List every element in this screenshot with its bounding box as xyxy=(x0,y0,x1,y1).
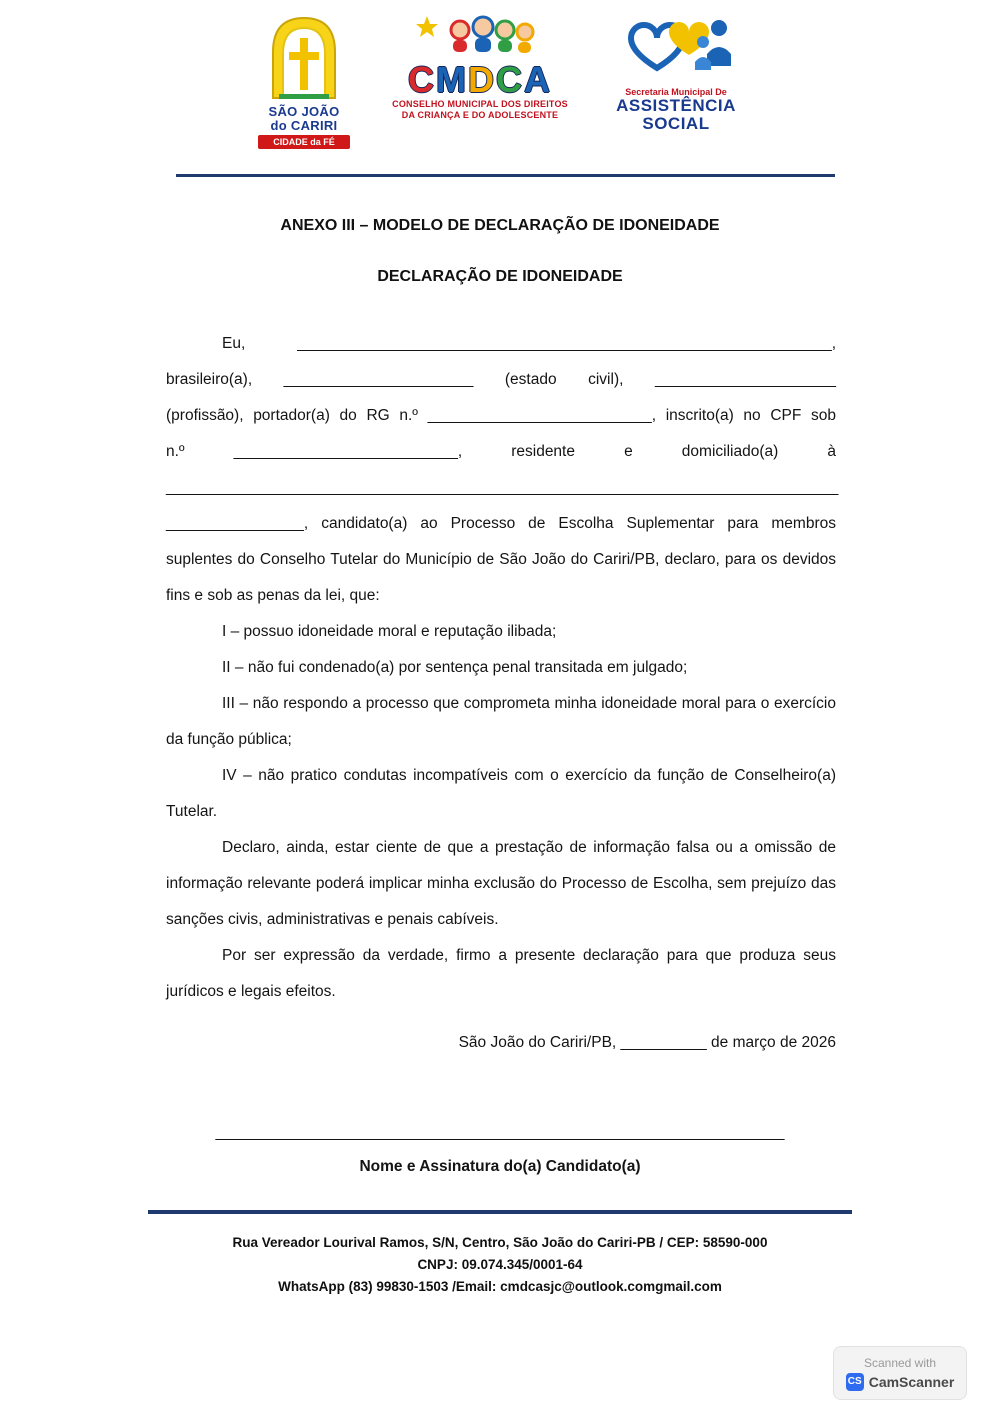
social-name-line1: ASSISTÊNCIA xyxy=(616,96,736,115)
social-assistance-logo xyxy=(601,12,751,133)
declaration-item-2: II – não fui condenado(a) por sentença penal transitada em julgado; xyxy=(222,659,688,676)
intro-line-5: ______________________________________________________________________________ xyxy=(166,479,839,496)
footer-divider xyxy=(148,1210,852,1214)
cmdca-caption-line1: CONSELHO MUNICIPAL DOS DIREITOS xyxy=(392,99,568,109)
candidate-paragraph: ________________, candidato(a) ao Processo de Escolha Suplementar para membros suplentes do Conselho Tutelar do Município de São João do Cariri/PB, declaro, para os devidos fins e sob as penas da lei, que: xyxy=(166,515,836,604)
cmdca-letter: D xyxy=(468,59,496,100)
social-caption: Secretaria Municipal De xyxy=(625,87,727,97)
cmdca-acronym xyxy=(385,61,575,99)
camscanner-brand: CamScanner xyxy=(868,1373,955,1390)
cmdca-letter: C xyxy=(496,59,524,100)
intro-line-3: (profissão), portador(a) do RG n.º __________________________, inscrito(a) no CPF sob xyxy=(166,407,836,424)
camscanner-icon: CS xyxy=(846,1373,864,1391)
city-banner: CIDADE da FÉ xyxy=(258,135,350,149)
camscanner-brand-row xyxy=(846,1373,955,1391)
footer-cnpj: CNPJ: 09.074.345/0001-64 xyxy=(417,1257,583,1272)
footer-address: Rua Vereador Lourival Ramos, S/N, Centro, São João do Cariri-PB / CEP: 58590-000 xyxy=(232,1235,768,1250)
city-name-line2: do CARIRI xyxy=(270,118,338,133)
intro-line-2: brasileiro(a), ______________________ (estado civil), _____________________ xyxy=(166,371,836,388)
intro-line-1: Eu, ______________________________________________________________, xyxy=(222,335,836,352)
signature-label: Nome e Assinatura do(a) Candidato(a) xyxy=(359,1158,641,1175)
cmdca-letter: A xyxy=(524,59,552,100)
social-name-line2: SOCIAL xyxy=(642,114,710,133)
declaration-item-1: I – possuo idoneidade moral e reputação ilibada; xyxy=(222,623,557,640)
declaro-paragraph: Declaro, ainda, estar ciente de que a prestação de informação falsa ou a omissão de informação relevante poderá implicar minha exclusão do Processo de Escolha, sem prejuízo das sanções civis, administrativas e penais cabíveis. xyxy=(166,839,836,928)
footer xyxy=(0,1232,1000,1298)
cmdca-letter: C xyxy=(408,59,436,100)
intro-line-4: n.º __________________________, residente e domiciliado(a) à xyxy=(166,443,836,460)
church-window-icon xyxy=(265,87,343,104)
footer-contact: WhatsApp (83) 99830-1503 /Email: cmdcasjc@outlook.comgmail.com xyxy=(278,1279,722,1294)
cmdca-logo xyxy=(385,12,575,121)
header xyxy=(0,0,1000,158)
signature-rule: __________________________________________________________________ xyxy=(215,1124,785,1141)
city-logo xyxy=(249,12,359,149)
declaration-item-3: III – não respondo a processo que comprometa minha idoneidade moral para o exercício da função pública; xyxy=(166,695,836,748)
hearts-people-icon xyxy=(611,71,741,88)
cmdca-caption-line2: DA CRIANÇA E DO ADOLESCENTE xyxy=(401,110,559,120)
date-line: São João do Cariri/PB, __________ de março de 2026 xyxy=(458,1034,836,1051)
por-ser-paragraph: Por ser expressão da verdade, firmo a presente declaração para que produza seus jurídicos e legais efeitos. xyxy=(166,947,836,1000)
signature-block xyxy=(0,1116,1000,1184)
children-figures-icon xyxy=(405,43,555,60)
cmdca-letter: M xyxy=(436,59,468,100)
header-divider xyxy=(176,174,835,177)
camscanner-scanned-with: Scanned with xyxy=(863,1355,937,1370)
document-body xyxy=(166,326,839,1010)
camscanner-badge xyxy=(833,1346,967,1400)
document-subtitle: DECLARAÇÃO DE IDONEIDADE xyxy=(377,268,623,285)
city-name-line1: SÃO JOÃO xyxy=(268,104,340,119)
declaration-item-4: IV – não pratico condutas incompatíveis com o exercício da função de Conselheiro(a) Tutelar. xyxy=(166,767,836,820)
document-title: ANEXO III – MODELO DE DECLARAÇÃO DE IDONEIDADE xyxy=(280,217,720,234)
